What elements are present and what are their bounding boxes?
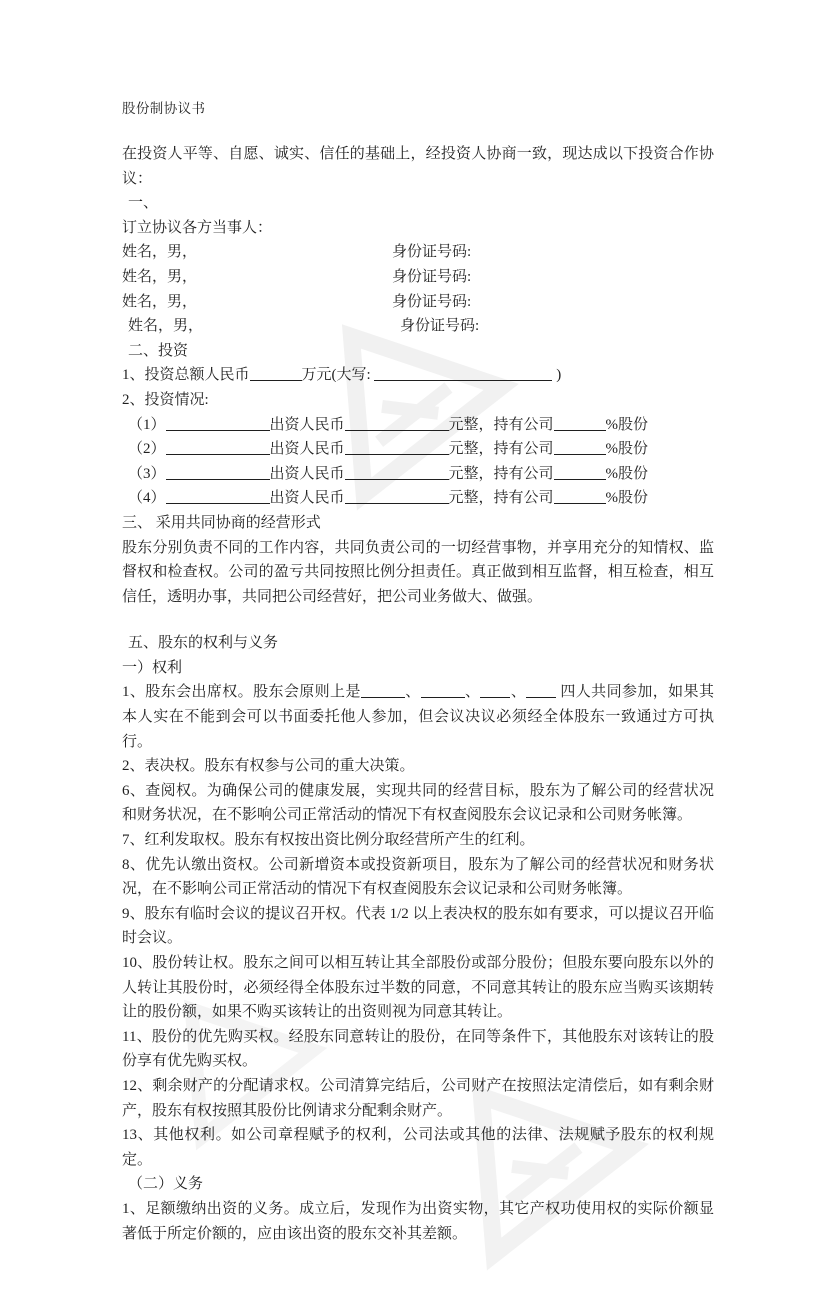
blank-field[interactable]	[250, 367, 302, 381]
rights-item: 7、红利发取权。股东有权按出资比例分取经营所产生的红利。	[122, 832, 535, 849]
section-three-body: 股东分别负责不同的工作内容，共同负责公司的一切经营事物，并享用充分的知情权、监督权和检查权。公司的盈亏共同按照比例分担责任。真正做到相互监督，相互检查，相互信任，透明办事，共同把公司经营好，把公司业务做大、做强。	[122, 539, 714, 605]
section-one-number: 一、	[128, 195, 159, 212]
party-row	[122, 290, 714, 315]
rights-heading: 一）权利	[122, 659, 183, 676]
blank-field[interactable]	[345, 417, 449, 431]
page-title: 股份制协议书	[122, 101, 206, 116]
intro-paragraph: 在投资人平等、自愿、诚实、信任的基础上，经投资人协商一致，现达成以下投资合作协议：	[122, 146, 714, 187]
blank-field[interactable]	[345, 441, 449, 455]
rights-item: 1、股东会出席权。股东会原则上是 、 、 、 四人共同参加，如果其本人实在不能到会可以书面委托他人参加，但会议决议必须经全体股东一致通过方可执行。	[122, 684, 714, 750]
party-id-label: 身份证号码:	[392, 293, 472, 310]
investment-row: （1） 出资人民币 元整，持有公司 %股份	[128, 416, 649, 433]
blank-field[interactable]	[166, 490, 270, 504]
section-five-heading: 五、股东的权利与义务	[128, 635, 279, 652]
party-name-label: 姓名，男，	[128, 318, 204, 335]
investment-situation-heading: 2、投资情况:	[122, 391, 209, 408]
blank-field[interactable]	[166, 466, 270, 480]
party-row	[122, 240, 714, 265]
rights-item: 8、优先认缴出资权。公司新增资本或投资新项目，股东为了解公司的经营状况和财务状况，在不影响公司正常活动的情况下有权查阅股东会议记录和公司财务帐簿。	[122, 856, 714, 898]
blank-field[interactable]	[554, 417, 606, 431]
blank-field[interactable]	[526, 684, 556, 698]
party-name-label: 姓名，男，	[122, 244, 198, 261]
investment-row: （2） 出资人民币 元整，持有公司 %股份	[128, 441, 649, 458]
party-name-label: 姓名，男，	[122, 293, 198, 310]
blank-field[interactable]	[345, 490, 449, 504]
party-id-label: 身份证号码:	[392, 244, 472, 261]
document-content	[122, 98, 714, 1246]
party-row	[122, 314, 714, 339]
party-name-label: 姓名，男，	[122, 268, 198, 285]
investment-row: （4） 出资人民币 元整，持有公司 %股份	[128, 490, 649, 507]
rights-item: 13、其他权利。如公司章程赋予的权利，公司法或其他的法律、法规赋予股东的权利规定。	[122, 1127, 714, 1168]
blank-field[interactable]	[361, 684, 405, 698]
investment-row: （3） 出资人民币 元整，持有公司 %股份	[128, 465, 649, 482]
rights-item: 9、股东有临时会议的提议召开权。代表 1/2 以上表决权的股东如有要求，可以提议召开临时会议。	[122, 905, 714, 947]
duties-heading: （二）义务	[128, 1176, 204, 1193]
total-investment-line: 1、投资总额人民币 万元(大写: )	[122, 367, 562, 384]
party-row	[122, 265, 714, 290]
blank-field[interactable]	[554, 441, 606, 455]
blank-field[interactable]	[374, 367, 552, 381]
blank-field[interactable]	[480, 684, 510, 698]
blank-field[interactable]	[166, 417, 270, 431]
blank-field[interactable]	[554, 466, 606, 480]
rights-item: 10、股份转让权。股东之间可以相互转让其全部股份或部分股份；但股东要向股东以外的人转让其股份时，必须经得全体股东过半数的同意，不同意其转让的股东应当购买该期转让的股份额，如果不购买该转让的出资则视为同意其转让。	[122, 955, 714, 1021]
party-id-label: 身份证号码:	[400, 318, 480, 335]
duties-item: 1、足额缴纳出资的义务。成立后，发现作为出资实物，其它产权功使用权的实际价额显著低于所定价额的，应由该出资的股东交补其差额。	[122, 1200, 714, 1242]
parties-heading: 订立协议各方当事人：	[122, 219, 273, 236]
rights-item: 6、查阅权。为确保公司的健康发展，实现共同的经营目标，股东为了解公司的经营状况和财务状况，在不影响公司正常活动的情况下有权查阅股东会议记录和公司财务帐簿。	[122, 782, 714, 824]
section-three-heading: 三、 采用共同协商的经营形式	[122, 514, 321, 531]
blank-field[interactable]	[554, 490, 606, 504]
rights-item: 11、股份的优先购买权。经股东同意转让的股份，在同等条件下，其他股东对该转让的股份享有优先购买权。	[122, 1028, 714, 1070]
rights-item: 2、表决权。股东有权参与公司的重大决策。	[122, 758, 415, 775]
rights-item: 12、剩余财产的分配请求权。公司清算完结后，公司财产在按照法定清偿后，如有剩余财产，股东有权按照其股份比例请求分配剩余财产。	[122, 1077, 714, 1119]
blank-field[interactable]	[166, 441, 270, 455]
section-spacer	[122, 609, 714, 631]
blank-field[interactable]	[345, 466, 449, 480]
section-two-heading: 二、投资	[128, 342, 189, 359]
blank-field[interactable]	[421, 684, 465, 698]
party-id-label: 身份证号码:	[392, 268, 472, 285]
